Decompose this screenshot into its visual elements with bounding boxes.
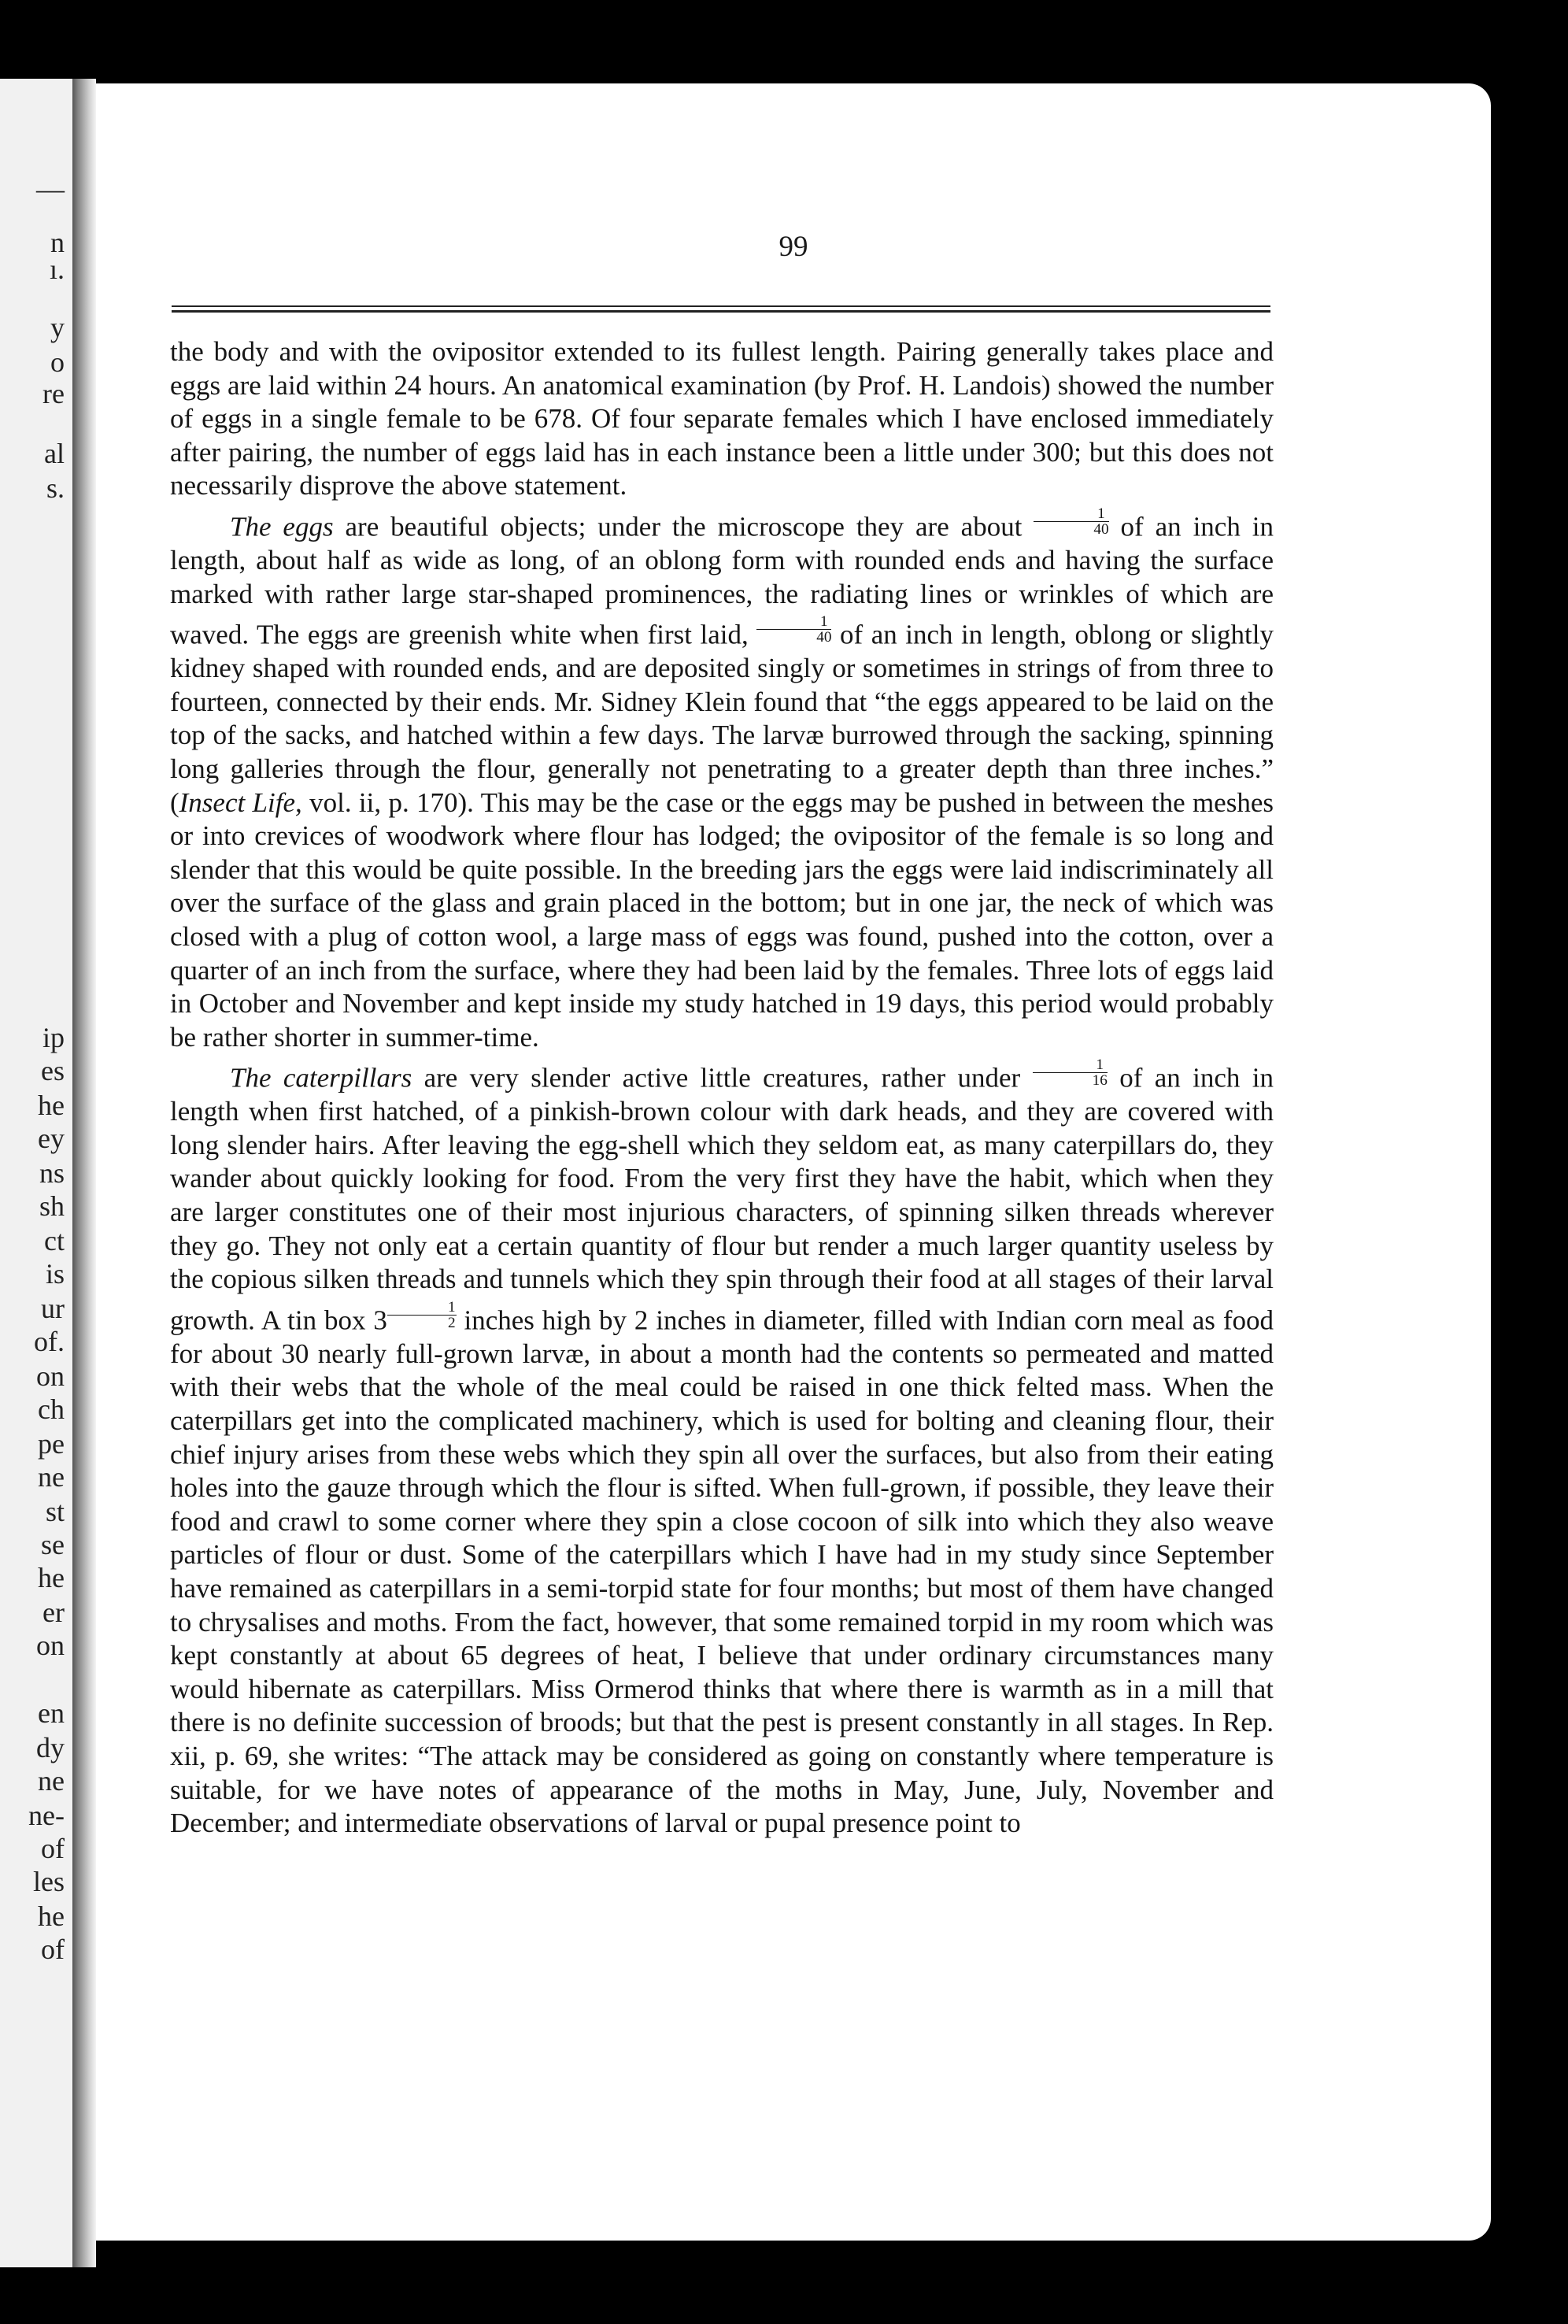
adjacent-page-fragment: y (50, 312, 65, 343)
caterpillars-heading: The caterpillars (230, 1062, 412, 1094)
paragraph-1-text: the body and with the ovipositor extended to its fullest length. Pairing generally takes place and eggs are laid within 24 hours. An anatomical examination (by Prof. H. Landois) showed the number of eggs in a single female to be 678. Of four separate females which I have enclosed immediately after pairing, the number of eggs laid has in each instance been a little under 300; but this does not necessarily disprove the above statement. (170, 336, 1274, 501)
adjacent-page-fragment: n (50, 227, 65, 258)
citation-title: Insect Life, (179, 786, 302, 818)
adjacent-page-fragment: ey (38, 1123, 65, 1154)
adjacent-page-fragment: ne (38, 1461, 65, 1493)
fraction-denominator: 16 (1092, 1072, 1108, 1090)
adjacent-page-fragment: he (38, 1562, 65, 1593)
header-rule (172, 305, 1270, 315)
adjacent-page-fragment: ı. (49, 253, 65, 285)
adjacent-page-fragment: ur (41, 1293, 65, 1324)
page-number: 99 (778, 231, 808, 263)
text-span: inches high by 2 inches in diameter, filled with Indian corn meal as food for about 30 nearly full-grown larvæ, in about a month had the contents so permeated and matted with their webs that the whole of the meal could be raised in one thick felted mass. When the caterpillars get into the complicated machinery, which is used for bolting and cleaning flour, their chief injury arises from these webs which they spin all over the surfaces, but also from their eating holes into the gauze through which the flour is sifted. When full-grown, if possible, they leave their food and crawl to some corner where they spin a close cocoon of silk into which they also weave particles of flour or dust. Some of the caterpillars which I have had in my study since September have remained as caterpillars in a semi-torpid state for four months; but most of them have changed to chrysalises and moths. From the fact, however, that some remained torpid in my room which was kept constantly at about 65 degrees of heat, I believe that under ordinary circumstances many would hibernate as caterpillars. Miss Ormerod thinks that where there is warmth as in a mill that there is no definite succession of broods; but that the pest is present constantly in all stages. In Rep. xii, p. 69, she writes: “The attack may be considered as going on constantly where temperature is suitable, for we have notes of appearance of the moths in May, June, July, November and December; and intermediate observations of larval or pupal presence point to (170, 1304, 1274, 1839)
adjacent-page-fragment: les (33, 1866, 65, 1897)
adjacent-page-fragment: en (38, 1697, 65, 1729)
paragraph-1 (170, 335, 1274, 503)
text-span: are very slender active little creatures, rather under (412, 1062, 1033, 1094)
fraction-numerator: 1 (387, 1300, 457, 1316)
adjacent-page-fragment: — (36, 173, 65, 205)
fraction-denominator: 40 (816, 629, 832, 646)
page-gutter (72, 79, 96, 2267)
paragraph-eggs (170, 503, 1274, 1054)
text-span: of an inch in length when first hatched, of a pinkish-brown colour with dark heads, and they are covered with long slender hairs. After leaving the egg-shell which they seldom eat, as many caterpillars do, they wander about quickly looking for food. From the very first they have the habit, which when they are larger constitutes one of their most injurious characters, of spinning silken threads wherever they go. They not only eat a certain quantity of flour but render a much larger quantity useless by the copious silken threads and tunnels which they spin through their food at all stages of their larval growth. A tin box 3 (170, 1062, 1274, 1336)
adjacent-page-fragment: he (38, 1900, 65, 1932)
text-span: are beautiful objects; under the microscope they are about (333, 511, 1034, 542)
adjacent-page-fragment: er (43, 1597, 65, 1628)
adjacent-page-fragment: dy (36, 1732, 65, 1763)
adjacent-page-fragment: ip (42, 1022, 65, 1053)
adjacent-page-fragment: on (36, 1360, 65, 1392)
adjacent-page-fragment: ne (38, 1765, 65, 1797)
adjacent-page-fragment: o (50, 346, 65, 378)
adjacent-page-fragment: ch (38, 1393, 65, 1425)
adjacent-page-fragment: ne- (28, 1800, 65, 1831)
adjacent-page-fragment: of. (34, 1326, 65, 1357)
paragraph-caterpillars (170, 1054, 1274, 1840)
book-page (96, 83, 1491, 2241)
adjacent-page-fragment: al (44, 438, 65, 469)
fraction (1033, 1057, 1108, 1089)
adjacent-page-fragment: se (41, 1529, 65, 1560)
text-span: of an inch in length, oblong or slightly kidney shaped with rounded ends, and are deposited singly or sometimes in strings of from three to fourteen, connected by their ends. Mr. Sidney Klein found that “the eggs appeared to be laid on the top of the sacks, and hatched within a few days. The larvæ burrowed through the sacking, spinning long galleries through the flour, generally not penetrating to a greater depth than three inches.” ( (170, 619, 1274, 818)
fraction-numerator: 1 (756, 614, 831, 630)
fraction (756, 614, 831, 646)
text-span: vol. ii, p. 170). This may be the case or the eggs may be pushed in between the meshes or into crevices of woodwork where flour has lodged; the ovipositor of the female is so long and slender that this would be quite possible. In the breeding jars the eggs were laid indiscriminately all over the surface of the glass and grain placed in the bottom; but in one jar, the neck of which was closed with a plug of cotton wool, a large mass of eggs was found, pushed into the cotton, over a quarter of an inch from the surface, where they had been laid by the females. Three lots of eggs laid in October and November and kept inside my study hatched in 19 days, this period would probably be rather shorter in summer-time. (170, 786, 1274, 1053)
adjacent-page-fragment: on (36, 1630, 65, 1661)
adjacent-page-fragment: ct (44, 1225, 65, 1256)
fraction-numerator: 1 (1033, 1057, 1108, 1073)
adjacent-page-fragment: st (45, 1496, 65, 1527)
fraction-denominator: 2 (447, 1314, 456, 1331)
adjacent-page-edge (0, 79, 72, 2267)
fraction (387, 1300, 457, 1331)
adjacent-page-fragment: sh (39, 1190, 65, 1222)
fraction-numerator: 1 (1034, 506, 1108, 522)
adjacent-page-fragment: ns (39, 1157, 65, 1189)
adjacent-page-fragment: is (45, 1258, 65, 1290)
body-text (170, 335, 1274, 1841)
adjacent-page-fragment: he (38, 1090, 65, 1121)
adjacent-page-fragment: of (41, 1833, 65, 1864)
adjacent-page-fragment: s. (46, 472, 65, 504)
adjacent-page-fragment: of (41, 1934, 65, 1965)
adjacent-page-fragment: re (43, 378, 65, 409)
fraction (1034, 506, 1108, 538)
eggs-heading: The eggs (230, 511, 334, 542)
text-span: of an inch in length, about half as wide as long, of an oblong form with rounded ends and having the surface marked with rather large star-shaped prominences, the radiating lines or wrinkles of which are waved. The eggs are greenish white when first laid, (170, 511, 1274, 650)
adjacent-page-fragment: es (41, 1055, 65, 1086)
adjacent-page-fragment: pe (38, 1428, 65, 1460)
fraction-denominator: 40 (1093, 521, 1109, 538)
